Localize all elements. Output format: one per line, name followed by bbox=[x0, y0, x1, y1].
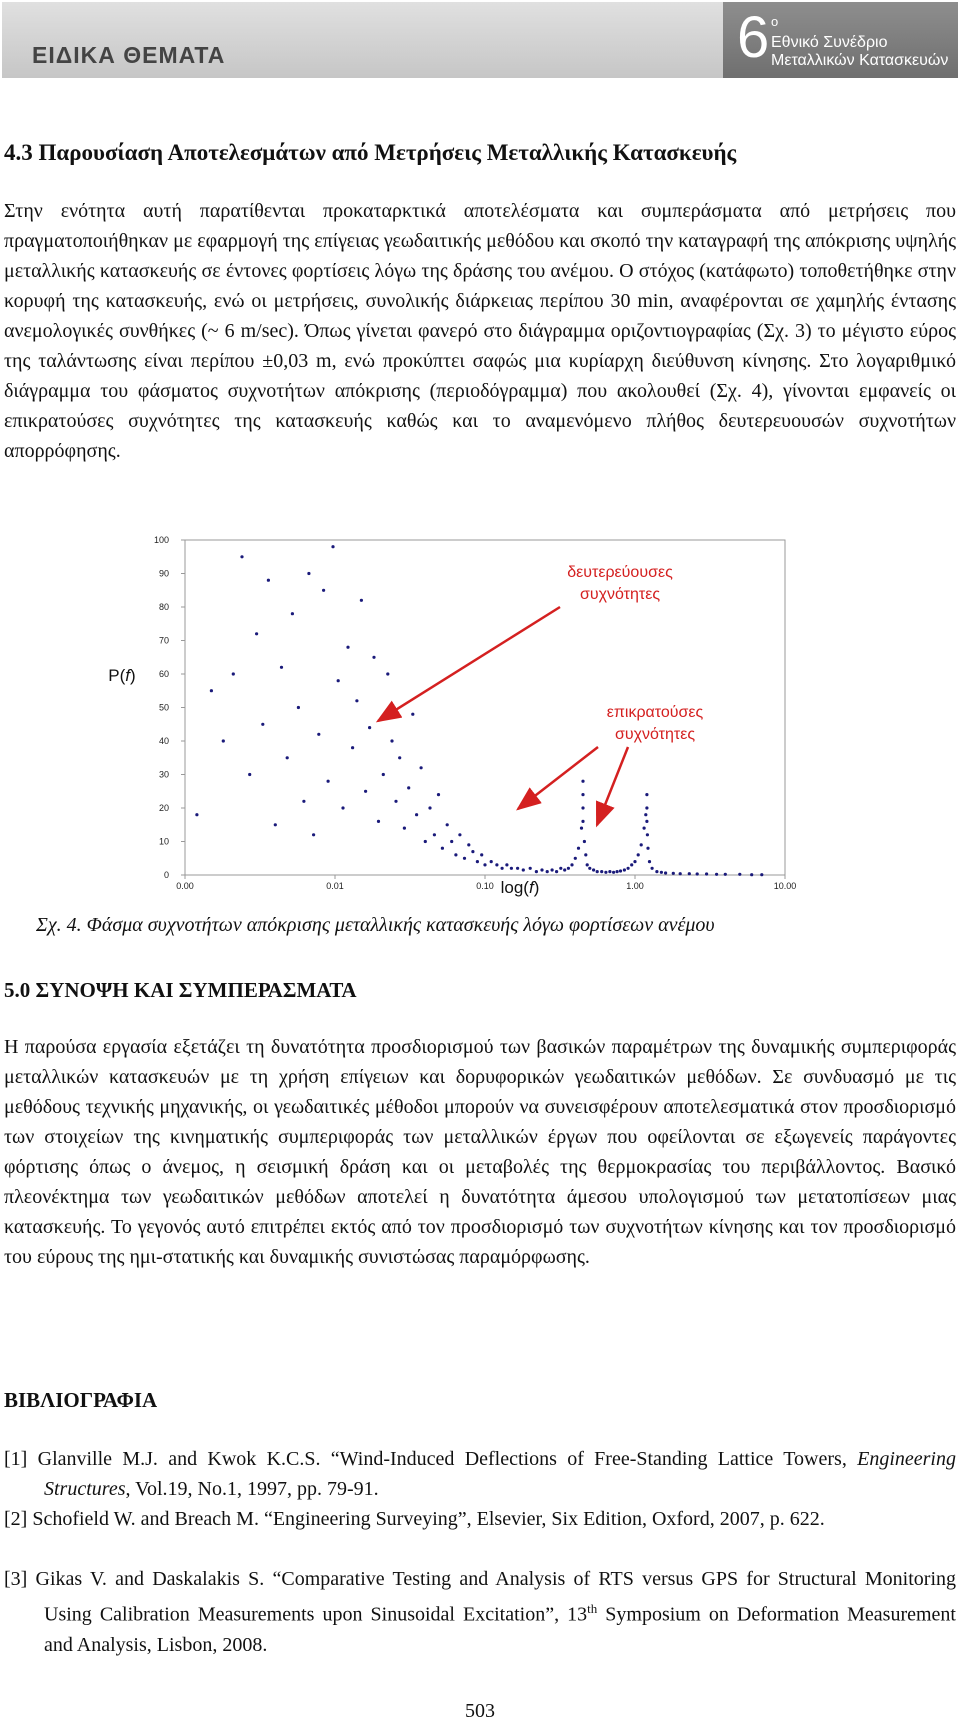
data-point bbox=[522, 868, 525, 871]
data-point bbox=[382, 773, 385, 776]
data-point bbox=[420, 766, 423, 769]
data-point bbox=[286, 756, 289, 759]
data-point bbox=[600, 870, 603, 873]
data-point bbox=[627, 867, 630, 870]
data-point bbox=[437, 793, 440, 796]
bibliography-title: ΒΙΒΛΙΟΓΡΑΦΙΑ bbox=[4, 1388, 158, 1412]
data-point bbox=[646, 833, 649, 836]
data-point bbox=[715, 873, 718, 876]
section-title-5: 5.0 ΣΥΝΟΨΗ ΚΑΙ ΣΥΜΠΕΡΑΣΜΑΤΑ bbox=[4, 978, 357, 1002]
data-point bbox=[495, 863, 498, 866]
data-point bbox=[584, 853, 587, 856]
x-axis-label bbox=[501, 878, 540, 897]
data-point bbox=[592, 868, 595, 871]
data-point bbox=[248, 773, 251, 776]
y-tick-label: 60 bbox=[158, 669, 169, 679]
data-point bbox=[529, 867, 532, 870]
x-tick-label: 0.01 bbox=[326, 881, 344, 891]
y-tick-label: 10 bbox=[158, 836, 169, 847]
data-point bbox=[630, 863, 633, 866]
section-5-paragraph: Η παρούσα εργασία εξετάζει τη δυνατότητα προσδιορισμού των βασικών παραμέτρων της δυναμικής συμπεριφοράς μεταλλικών κατασκευών με τη χρήση επίγειων και δορυφορικών γεωδαιτικών μεθόδων. Σε συνδυασμό με τις μεθόδους τεχνικής μηχανικής, οι γεωδαιτικές μέθοδοι μπορούν να συνεισφέρουν αποτελεσματικά στον προσδιορισμό των στοιχείων της κινηματικής συμπεριφοράς των μεταλλικών έργων που οφείλονται σε εξωγενείς παράγοντες φόρτισης όπως ο άνεμος, η σεισμική δράση και οι μεταβολές της θερμοκρασίας του περιβάλλοντος. Βασικό πλεονέκτημα των γεωδαιτικών μεθόδων αποτελεί η δυνατότητα άμεσου υπολογισμού των μετατοπίσεων μιας κατασκευής. Το γεγονός αυτό επιτρέπει εκτός από τον προσδιορισμό των συχνοτήτων κίνησης και τον προσδιορισμό του εύρους της ημι-στατικής και δυναμικής συνιστώσας παραμόρφωσης. bbox=[4, 1036, 956, 1268]
data-point bbox=[411, 713, 414, 716]
x-axis-label-suffix: ) bbox=[533, 878, 540, 897]
data-point bbox=[616, 870, 619, 873]
y-tick-label: 90 bbox=[158, 568, 169, 579]
data-point bbox=[505, 863, 508, 866]
data-point bbox=[574, 857, 577, 860]
data-point bbox=[651, 867, 654, 870]
figure-caption: Σχ. 4. Φάσμα συχνοτήτων απόκρισης μεταλλικής κατασκευής λόγω φορτίσεων ανέμου bbox=[36, 914, 715, 936]
data-point bbox=[255, 632, 258, 635]
data-point bbox=[546, 870, 549, 873]
data-point bbox=[586, 863, 589, 866]
data-point bbox=[596, 870, 599, 873]
data-point bbox=[454, 853, 457, 856]
data-point bbox=[480, 853, 483, 856]
data-point bbox=[390, 739, 393, 742]
data-point bbox=[588, 867, 591, 870]
reference-3-superscript: th bbox=[587, 1601, 598, 1616]
x-tick-label: 0.10 bbox=[476, 881, 494, 891]
data-point bbox=[377, 820, 380, 823]
data-point bbox=[446, 823, 449, 826]
section-4-3-paragraph: Στην ενότητα αυτή παρατίθενται προκαταρκτικά αποτελέσματα και συμπεράσματα από μετρήσεις που πραγματοποιήθηκαν με εφαρμογή της επίγειας γεωδαιτικής μεθόδου και σκοπό την καταγραφή της απόκρισης υψηλής μεταλλικής κατασκευής σε έντονες φορτίσεις λόγω της δράσης του ανέμου. Ο στόχος (κατάφωτο) τοποθετήθηκε στην κορυφή της κατασκευής, ενώ οι μετρήσεις, συνολικής διάρκειας περίπου 30 min, αναφέρονται σε χαμηλής έντασης ανεμολογικές συνθήκες (~ 6 m/sec). Όπως γίνεται φανερό στο διάγραμμα οριζοντιογραφίας (Σχ. 3) το μέγιστο εύρος της ταλάντωσης είναι περίπου ±0,03 m, ενώ προκύπτει σαφώς μια κυρίαρχη διεύθυνση κίνησης. Στο λογαριθμικό διάγραμμα του φάσματος συχνοτήτων απόκρισης (περιοδόγραμμα) που ακολουθεί (Σχ. 4), γίνονται εμφανείς οι επικρατούσες συχνότητες της κατασκευής καθώς και το αναμενόμενο πλήθος δευτερευουσών συχνοτήτων απορρόφησης. bbox=[4, 200, 956, 462]
reference-1-journal: Engineering Structures bbox=[44, 1448, 956, 1500]
data-point bbox=[612, 871, 615, 874]
data-point bbox=[351, 746, 354, 749]
data-point bbox=[645, 806, 648, 809]
data-point bbox=[510, 867, 513, 870]
data-point bbox=[355, 699, 358, 702]
data-point bbox=[346, 646, 349, 649]
reference-3 bbox=[4, 1564, 956, 1660]
data-point bbox=[302, 800, 305, 803]
data-point bbox=[360, 599, 363, 602]
y-axis-label-suffix: ) bbox=[130, 666, 136, 685]
data-point bbox=[559, 867, 562, 870]
data-point bbox=[604, 871, 607, 874]
data-point bbox=[195, 813, 198, 816]
data-point bbox=[368, 726, 371, 729]
data-point bbox=[645, 820, 648, 823]
data-point bbox=[222, 739, 225, 742]
data-point bbox=[608, 870, 611, 873]
annotation-dominant-line-2: συχνότητες bbox=[614, 726, 696, 743]
y-tick-label: 100 bbox=[153, 535, 169, 545]
data-point bbox=[471, 850, 474, 853]
data-point bbox=[570, 863, 573, 866]
x-axis-label-prefix: log( bbox=[500, 878, 529, 897]
data-point bbox=[705, 872, 708, 875]
y-tick-label: 50 bbox=[158, 702, 169, 713]
annotation-dominant-line-1: επικρατούσες bbox=[606, 704, 704, 721]
data-point bbox=[640, 843, 643, 846]
y-tick-label: 80 bbox=[158, 602, 169, 612]
x-tick-label: 0.00 bbox=[176, 881, 194, 891]
data-point bbox=[623, 868, 626, 871]
x-tick-label: 10.00 bbox=[773, 881, 797, 891]
section-title-4-3: 4.3 Παρουσίαση Αποτελεσμάτων από Μετρήσεις Μεταλλικής Κατασκευής bbox=[4, 140, 737, 165]
data-point bbox=[633, 860, 636, 863]
data-point bbox=[540, 868, 543, 871]
y-tick-label: 70 bbox=[158, 635, 169, 646]
logo-superscript: ο bbox=[771, 14, 779, 29]
data-point bbox=[581, 780, 584, 783]
data-point bbox=[210, 689, 213, 692]
x-tick-label: 1.00 bbox=[626, 881, 644, 891]
data-point bbox=[463, 857, 466, 860]
data-point bbox=[664, 871, 667, 874]
data-point bbox=[535, 870, 538, 873]
data-point bbox=[312, 833, 315, 836]
y-tick-label: 0 bbox=[163, 870, 169, 880]
data-point bbox=[372, 656, 375, 659]
data-point bbox=[433, 833, 436, 836]
logo-line-2: Μεταλλικών Κατασκευών bbox=[771, 52, 949, 69]
data-point bbox=[441, 847, 444, 850]
data-point bbox=[403, 827, 406, 830]
reference-3-details: Symposium on Deformation Measurement and Analysis, Lisbon, 2008. bbox=[44, 1603, 956, 1656]
data-point bbox=[655, 870, 658, 873]
data-point bbox=[364, 790, 367, 793]
data-point bbox=[648, 860, 651, 863]
data-point bbox=[322, 589, 325, 592]
data-point bbox=[660, 871, 663, 874]
data-point bbox=[760, 873, 763, 876]
reference-1-details: , Vol.19, No.1, 1997, pp. 79-91. bbox=[125, 1478, 379, 1500]
data-point bbox=[280, 666, 283, 669]
data-point bbox=[261, 723, 264, 726]
data-point bbox=[581, 820, 584, 823]
logo-line-1: Εθνικό Συνέδριο bbox=[771, 34, 888, 51]
y-axis-label-prefix: P( bbox=[108, 666, 126, 685]
data-point bbox=[646, 847, 649, 850]
conference-logo bbox=[723, 2, 958, 78]
y-tick-label: 20 bbox=[158, 803, 169, 813]
data-point bbox=[274, 823, 277, 826]
data-point bbox=[672, 872, 675, 875]
data-point bbox=[317, 733, 320, 736]
page-number: 503 bbox=[465, 1700, 495, 1722]
data-point bbox=[467, 843, 470, 846]
data-point bbox=[394, 800, 397, 803]
data-point bbox=[645, 793, 648, 796]
data-point bbox=[551, 868, 554, 871]
data-point bbox=[398, 756, 401, 759]
data-point bbox=[476, 860, 479, 863]
data-point bbox=[501, 867, 504, 870]
x-axis-label-variable: f bbox=[528, 878, 534, 897]
data-point bbox=[240, 555, 243, 558]
data-point bbox=[424, 840, 427, 843]
data-point bbox=[428, 806, 431, 809]
y-tick-label: 40 bbox=[158, 736, 169, 746]
data-point bbox=[688, 872, 691, 875]
logo-number: 6 bbox=[737, 5, 770, 70]
data-point bbox=[750, 873, 753, 876]
data-point bbox=[581, 793, 584, 796]
reference-1 bbox=[4, 1444, 956, 1504]
data-point bbox=[577, 847, 580, 850]
data-point bbox=[450, 840, 453, 843]
data-point bbox=[490, 860, 493, 863]
data-point bbox=[341, 806, 344, 809]
reference-2: [2] Schofield W. and Breach M. “Engineering Surveying”, Elsevier, Six Edition, Oxford, 2007, p. 622. bbox=[4, 1508, 825, 1530]
data-point bbox=[458, 833, 461, 836]
reference-3-text: [3] Gikas V. and Daskalakis S. “Comparative Testing and Analysis of RTS versus GPS for Structural Monitoring Using Calibration Measurements upon Sinusoidal Excitation”, 13 bbox=[4, 1568, 956, 1626]
data-point bbox=[724, 873, 727, 876]
data-point bbox=[580, 827, 583, 830]
data-point bbox=[696, 872, 699, 875]
frequency-spectrum-chart bbox=[100, 525, 800, 905]
data-point bbox=[567, 867, 570, 870]
data-point bbox=[337, 679, 340, 682]
y-axis-label-variable: f bbox=[125, 666, 131, 685]
data-point bbox=[637, 853, 640, 856]
data-point bbox=[232, 672, 235, 675]
y-tick-label: 30 bbox=[158, 769, 169, 780]
data-point bbox=[581, 806, 584, 809]
data-point bbox=[331, 545, 334, 548]
data-point bbox=[738, 873, 741, 876]
data-point bbox=[327, 780, 330, 783]
data-point bbox=[307, 572, 310, 575]
data-point bbox=[407, 786, 410, 789]
data-point bbox=[644, 813, 647, 816]
data-point bbox=[415, 813, 418, 816]
header-section-title: ΕΙΔΙΚΑ ΘΕΜΑΤΑ bbox=[32, 42, 226, 68]
data-point bbox=[291, 612, 294, 615]
data-point bbox=[516, 867, 519, 870]
annotation-secondary-line-2: συχνότητες bbox=[579, 586, 661, 603]
data-point bbox=[297, 706, 300, 709]
reference-1-text: [1] Glanville M.J. and Kwok K.C.S. “Wind-Induced Deflections of Free-Standing Lattice Towers, bbox=[4, 1448, 858, 1470]
data-point bbox=[555, 870, 558, 873]
data-point bbox=[643, 827, 646, 830]
data-point bbox=[386, 672, 389, 675]
data-point bbox=[679, 872, 682, 875]
data-point bbox=[619, 869, 622, 872]
annotation-secondary-line-1: δευτερεύουσες bbox=[567, 564, 673, 581]
data-point bbox=[583, 840, 586, 843]
y-axis-label bbox=[108, 666, 135, 685]
data-point bbox=[483, 863, 486, 866]
data-point bbox=[267, 579, 270, 582]
data-point bbox=[563, 868, 566, 871]
